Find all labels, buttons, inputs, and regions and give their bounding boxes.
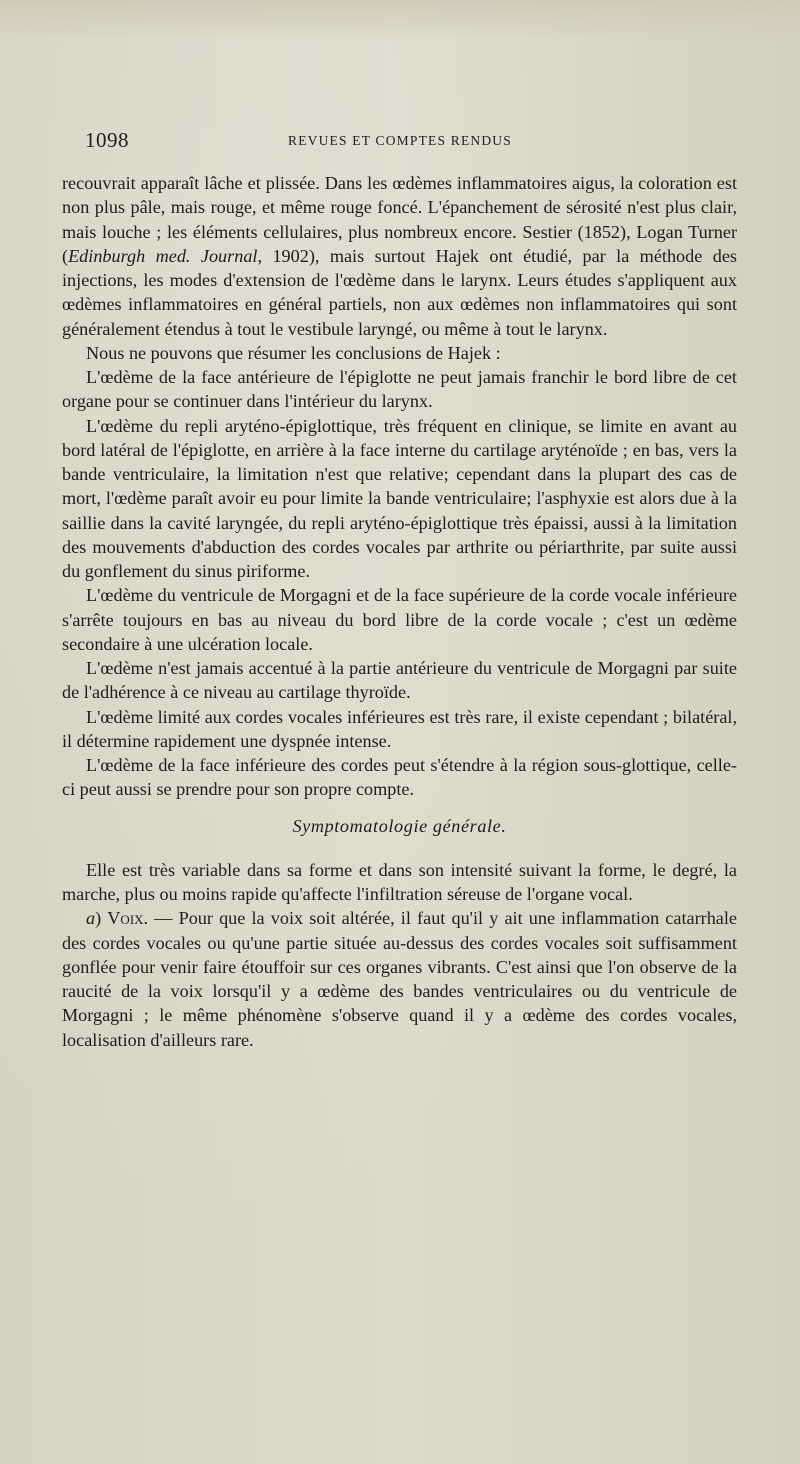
paragraph: [62, 753, 737, 802]
page-number: 1098: [85, 128, 129, 152]
smallcaps-text: Voix: [107, 908, 144, 929]
paragraph: [62, 341, 737, 365]
paragraph-text: L'œdème de la face antérieure de l'épiglotte ne peut jamais franchir le bord libre de cet organe pour se continuer dans l'intérieur du larynx.: [62, 367, 737, 412]
italic-text: a: [86, 908, 96, 929]
paragraph: [62, 906, 737, 1052]
section-title: Symptomatologie générale.: [292, 815, 507, 836]
paragraph: [62, 705, 737, 754]
italic-text: Edinburgh med. Journal: [68, 245, 258, 266]
paragraph-text: . — Pour que la voix soit altérée, il faut qu'il y ait une inflammation catarrhale des cordes vocales ou qu'une partie située au-dessus des cordes vocales soit suffisamment gonflée pour venir faire étouffoir sur ces organes vibrants. C'est ainsi que l'on observe de la raucité de la voix lorsqu'il y a œdème des bandes ventriculaires ou du ventricule de Morgagni ; le même phénomène s'observe quand il y a œdème des cordes vocales, localisation d'ailleurs rare.: [62, 908, 737, 1050]
paragraph: [62, 414, 737, 584]
paragraphs-before-section: [62, 171, 737, 802]
paragraph: [62, 171, 737, 341]
paragraph-text: ): [95, 908, 108, 929]
paragraph-text: L'œdème de la face inférieure des cordes peut s'étendre à la région sous-glottique, celle-ci peut aussi se prendre pour son propre compte.: [62, 755, 737, 800]
paragraphs-after-section: [62, 858, 737, 1052]
paragraph: [62, 365, 737, 414]
running-head: REVUES ET COMPTES RENDUS: [288, 133, 512, 148]
paragraph-text: , 1902), mais surtout Hajek ont étudié, par la méthode des injections, les modes d'extension de l'œdème dans le larynx. Leurs études s'appliquent aux œdèmes inflammatoires en général partiels, non aux œdèmes non inflammatoires qui sont généralement étendus à tout le vestibule laryngé, ou même à tout le larynx.: [62, 245, 737, 339]
page-fold-shadow: [0, 0, 800, 40]
paragraph-text: L'œdème n'est jamais accentué à la partie antérieure du ventricule de Morgagni par suite de l'adhérence à ce niveau au cartilage thyroïde.: [62, 658, 737, 703]
paragraph: [62, 583, 737, 656]
article-body: [62, 171, 737, 1052]
paragraph: [62, 858, 737, 907]
paragraph-text: L'œdème du repli aryténo-épiglottique, très fréquent en clinique, se limite en avant au bord latéral de l'épiglotte, en arrière à la face interne du cartilage aryténoïde ; en bas, vers la bande ventriculaire, la limitation n'est que relative; cependant dans la plupart des cas de mort, l'œdème paraît avoir eu pour limite la bande ventriculaire; l'asphyxie est alors due à la saillie dans la cavité laryngée, du repli aryténo-épiglottique très épaissi, aussi à la limitation des mouvements d'abduction des cordes vocales par arthrite ou périarthrite, par suite aussi du gonflement du sinus piriforme.: [62, 415, 737, 581]
paragraph-text: L'œdème du ventricule de Morgagni et de la face supérieure de la corde vocale inférieure s'arrête toujours en bas au niveau du bord libre de la corde vocale ; c'est un œdème secondaire à une ulcération locale.: [62, 585, 737, 654]
paragraph-text: Elle est très variable dans sa forme et dans son intensité suivant la forme, le degré, la marche, plus ou moins rapide qu'affecte l'infiltration séreuse de l'organe vocal.: [62, 859, 737, 904]
paragraph-text: Nous ne pouvons que résumer les conclusions de Hajek :: [86, 342, 501, 363]
paragraph: [62, 656, 737, 705]
paragraph-text: recouvrait apparaît lâche et plissée. Dans les œdèmes inflammatoires aigus, la coloration est non plus pâle, mais rouge, et même rouge foncé. L'épanchement de sérosité n'est plus clair, mais louche ; les éléments cellulaires, plus nombreux encore. Sestier (1852), Logan Turner (: [62, 173, 737, 266]
page-header: [85, 128, 725, 154]
paragraph-text: L'œdème limité aux cordes vocales inférieures est très rare, il existe cependant ; bilatéral, il détermine rapidement une dyspnée intense.: [62, 706, 737, 751]
